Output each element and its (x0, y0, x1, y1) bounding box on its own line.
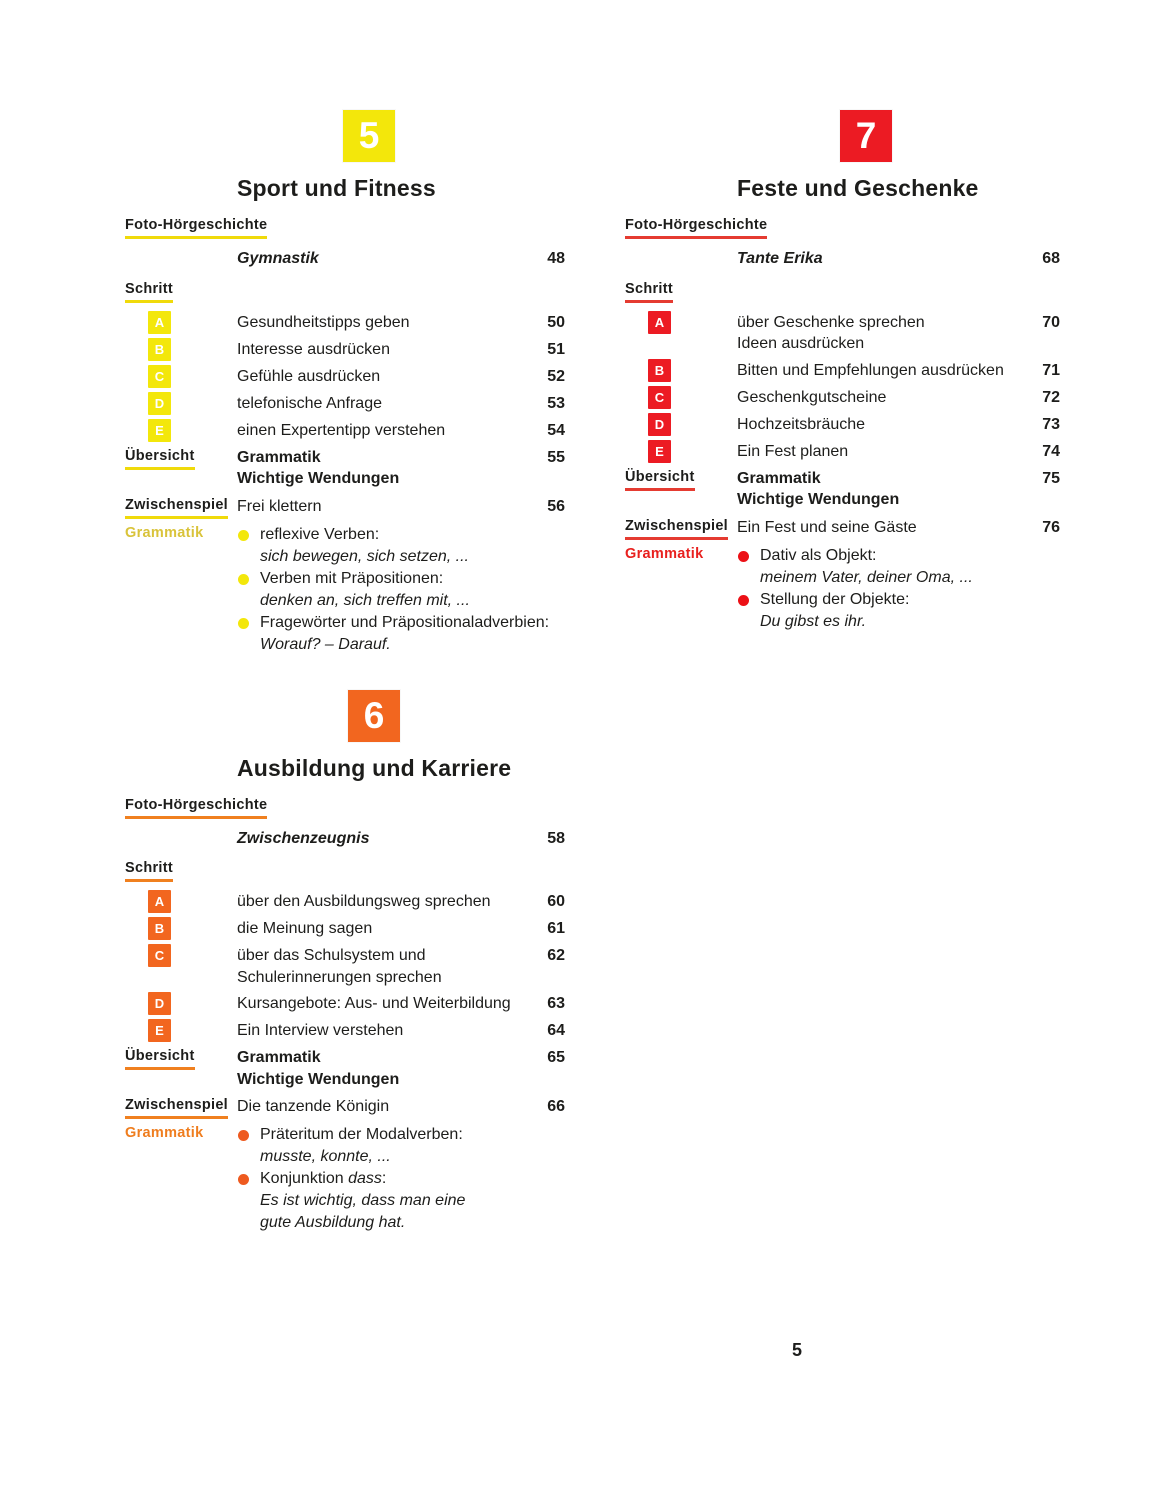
step-row-e (125, 1020, 565, 1042)
page-ref: 66 (547, 1098, 565, 1115)
grammatik-row (125, 1124, 565, 1234)
page-ref: 72 (1042, 388, 1060, 406)
step-row-c (625, 387, 1060, 409)
chapter-6-header (125, 690, 565, 782)
foto-hoergeschichte-label: Foto-Hörgeschichte (125, 797, 267, 819)
step-row-d (625, 414, 1060, 436)
uebersicht-label: Übersicht (125, 1048, 195, 1070)
grammatik-item: Konjunktion dass: Es ist wichtig, dass man eine gute Ausbildung hat. (237, 1168, 523, 1234)
page-ref: 53 (547, 394, 565, 412)
chapter-5-number-badge: 5 (343, 110, 395, 162)
uebersicht-row (125, 447, 565, 490)
step-row-b (125, 339, 565, 361)
step-row-e (625, 441, 1060, 463)
page-ref: 55 (547, 448, 565, 466)
page-number: 5 (792, 1340, 803, 1360)
uebersicht-line: Grammatik (237, 1049, 321, 1066)
page-ref: 50 (547, 313, 565, 331)
grammatik-label: Grammatik (625, 545, 704, 562)
step-text: Hochzeitsbräuche (737, 415, 866, 433)
step-text: telefonische Anfrage (237, 394, 382, 412)
grammatik-item: reflexive Verben: sich bewegen, sich setzen, ... (237, 524, 549, 568)
zwischenspiel-label: Zwischenspiel (125, 497, 228, 519)
step-row-b (125, 918, 565, 940)
chapter-7-number-badge: 7 (840, 110, 892, 162)
page-ref: 73 (1042, 415, 1060, 433)
grammatik-row (125, 524, 565, 656)
step-letter-badge-a: A (648, 311, 671, 334)
zwischenspiel-title: Frei klettern (237, 497, 322, 515)
page-ref: 64 (547, 1022, 565, 1039)
step-text: Kursangebote: Aus- und Weiterbildung (237, 995, 511, 1012)
foto-hoergeschichte-label-line (125, 216, 565, 239)
chapter-7-header (625, 110, 1060, 202)
step-text: Ein Interview verstehen (237, 1022, 404, 1039)
step-letter-badge-d: D (148, 992, 171, 1015)
step-row-d (125, 993, 565, 1015)
zwischenspiel-row (125, 1096, 565, 1119)
chapter-6-section (125, 690, 565, 1235)
step-row-c (125, 366, 565, 388)
grammatik-label: Grammatik (125, 524, 204, 541)
story-title: Gymnastik (237, 250, 319, 267)
bullet-icon (738, 595, 749, 606)
step-text: über das Schulsystem und (237, 947, 426, 964)
step-text: Bitten und Empfehlungen ausdrücken (737, 361, 1004, 379)
page-ref: 48 (547, 250, 565, 267)
step-row-e (125, 420, 565, 442)
page-ref: 68 (1042, 250, 1060, 267)
step-letter-badge-a: A (148, 311, 171, 334)
grammatik-item: Fragewörter und Präpositionaladverbien: Worauf? – Darauf. (237, 612, 549, 656)
step-row-b (625, 360, 1060, 382)
step-text: Geschenkgutscheine (737, 388, 887, 406)
page-ref: 71 (1042, 361, 1060, 379)
step-text: über Geschenke sprechen (737, 313, 925, 331)
step-text: Schulerinnerungen sprechen (237, 968, 442, 986)
zwischenspiel-row (125, 496, 565, 519)
foto-hoergeschichte-label-line (125, 796, 565, 819)
page-ref: 75 (1042, 469, 1060, 487)
page-ref: 70 (1042, 313, 1060, 331)
step-letter-badge-b: B (648, 359, 671, 382)
grammatik-item: Dativ als Objekt: meinem Vater, deiner Oma, ... (737, 545, 1018, 589)
step-row-a (125, 891, 565, 913)
bullet-icon (738, 551, 749, 562)
step-row-a (125, 312, 565, 334)
step-letter-badge-e: E (648, 440, 671, 463)
grammatik-label: Grammatik (125, 1125, 204, 1141)
page-ref: 60 (547, 893, 565, 910)
story-title: Zwischenzeugnis (237, 829, 370, 847)
page-ref: 76 (1042, 518, 1060, 536)
foto-story-row (125, 248, 565, 270)
step-letter-badge-c: C (148, 944, 171, 967)
step-text: einen Expertentipp verstehen (237, 421, 446, 439)
step-letter-badge-b: B (148, 917, 171, 940)
page-ref: 54 (547, 421, 565, 439)
step-row-c (125, 945, 565, 988)
uebersicht-line: Wichtige Wendungen (737, 491, 900, 508)
uebersicht-line: Wichtige Wendungen (237, 470, 400, 487)
step-text: über den Ausbildungsweg sprechen (237, 893, 491, 910)
zwischenspiel-label: Zwischenspiel (125, 1097, 228, 1119)
page-ref: 65 (547, 1049, 565, 1066)
chapter-5-section (125, 110, 565, 656)
uebersicht-line: Wichtige Wendungen (237, 1070, 400, 1088)
bullet-icon (238, 530, 249, 541)
grammatik-row (625, 545, 1060, 633)
story-title: Tante Erika (737, 250, 823, 267)
chapter-7-title: Feste und Geschenke (737, 175, 979, 201)
grammatik-item: Verben mit Präpositionen: denken an, sich treffen mit, ... (237, 568, 549, 612)
chapter-5-title: Sport und Fitness (237, 175, 436, 201)
step-text: Interesse ausdrücken (237, 340, 390, 358)
foto-story-row (125, 828, 565, 850)
step-text: Gesundheitstipps geben (237, 313, 410, 331)
schritt-label: Schritt (125, 860, 173, 882)
uebersicht-line: Grammatik (737, 469, 821, 487)
chapter-6-number-badge: 6 (348, 690, 400, 742)
step-letter-badge-c: C (148, 365, 171, 388)
zwischenspiel-label: Zwischenspiel (625, 518, 728, 540)
page-ref: 63 (547, 995, 565, 1012)
uebersicht-label: Übersicht (625, 469, 695, 491)
foto-story-row (625, 248, 1060, 270)
page-ref: 51 (547, 340, 565, 358)
step-letter-badge-e: E (148, 1019, 171, 1042)
step-row-a (625, 312, 1060, 355)
page-ref: 61 (547, 920, 565, 937)
schritt-label: Schritt (625, 281, 673, 303)
page-ref: 74 (1042, 442, 1060, 460)
bullet-icon (238, 618, 249, 629)
bullet-icon (238, 1130, 249, 1141)
step-letter-badge-d: D (648, 413, 671, 436)
foto-hoergeschichte-label-line (625, 216, 1060, 239)
left-column (125, 110, 565, 1239)
foto-hoergeschichte-label: Foto-Hörgeschichte (625, 217, 767, 239)
uebersicht-line: Grammatik (237, 448, 321, 466)
step-letter-badge-c: C (648, 386, 671, 409)
uebersicht-row (625, 468, 1060, 511)
step-letter-badge-a: A (148, 890, 171, 913)
foto-hoergeschichte-label: Foto-Hörgeschichte (125, 217, 267, 239)
bullet-icon (238, 574, 249, 585)
step-letter-badge-e: E (148, 419, 171, 442)
zwischenspiel-title: Die tanzende Königin (237, 1098, 390, 1115)
grammatik-item: Präteritum der Modalverben: musste, konnte, ... (237, 1124, 523, 1168)
chapter-7-section (625, 110, 1060, 633)
chapter-6-title: Ausbildung und Karriere (237, 754, 512, 781)
zwischenspiel-row (625, 517, 1060, 540)
bullet-icon (238, 1174, 249, 1185)
step-letter-badge-d: D (148, 392, 171, 415)
chapter-5-header (125, 110, 565, 202)
step-text: Ideen ausdrücken (737, 335, 865, 352)
grammatik-item: Stellung der Objekte: Du gibst es ihr. (737, 589, 1018, 633)
step-text: Gefühle ausdrücken (237, 367, 381, 385)
step-text: die Meinung sagen (237, 920, 373, 937)
zwischenspiel-title: Ein Fest und seine Gäste (737, 518, 917, 536)
page-ref: 52 (547, 367, 565, 385)
schritt-label-line (125, 859, 565, 882)
schritt-label: Schritt (125, 281, 173, 303)
uebersicht-label: Übersicht (125, 448, 195, 470)
step-letter-badge-b: B (148, 338, 171, 361)
step-text: Ein Fest planen (737, 442, 849, 460)
schritt-label-line (125, 280, 565, 303)
right-column (625, 110, 1060, 638)
page-ref: 56 (547, 497, 565, 515)
uebersicht-row (125, 1047, 565, 1090)
page-ref: 58 (547, 829, 565, 847)
schritt-label-line (625, 280, 1060, 303)
step-row-d (125, 393, 565, 415)
page-ref: 62 (547, 947, 565, 964)
